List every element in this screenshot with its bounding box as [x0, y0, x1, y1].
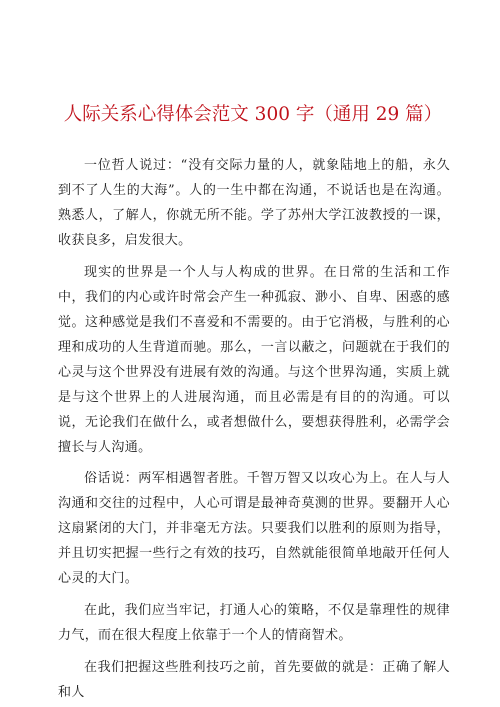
paragraph-1: 一位哲人说过：“没有交际力量的人，就象陆地上的船，永久到不了人生的大海”。人的一生中都在沟通，不说话也是在沟通。熟悉人，了解人，你就无所不能。学了苏州大学江波教授的一课，收获良多，启发很大。 — [58, 158, 450, 248]
document-body — [58, 153, 450, 705]
paragraph-5: 在我们把握这些胜利技巧之前，首先要做的就是：正确了解人和人 — [58, 660, 450, 700]
document-title: 人际关系心得体会范文 300 字（通用 29 篇） — [63, 104, 443, 125]
paragraph-3: 俗话说：两军相遇智者胜。千智万智又以攻心为上。在人与人沟通和交往的过程中，人心可谓是最神奇莫测的世界。要翻开人心这扇紧闭的大门，并非毫无方法。只要我们以胜利的原则为指导，并且切实把握一些行之有效的技巧，自然就能很简单地敲开任何人心灵的大门。 — [58, 471, 450, 586]
paragraph-2: 现实的世界是一个人与人构成的世界。在日常的生活和工作中，我们的内心或许时常会产生一种孤寂、渺小、自卑、困惑的感觉。这种感觉是我们不喜爱和不需要的。由于它消极，与胜利的心理和成功的人生背道而驰。那么，一言以蔽之，问题就在于我们的心灵与这个世界没有进展有效的沟通。与这个世界沟通，实质上就是与这个世界上的人进展沟通，而且必需是有目的的沟通。可以说，无论我们在做什么，或者想做什么，要想获得胜利，必需学会擅长与人沟通。 — [58, 265, 450, 455]
paragraph-4: 在此，我们应当牢记，打通人心的策略，不仅是靠理性的规律力气，而在很大程度上依靠于一个人的情商智术。 — [58, 603, 450, 643]
